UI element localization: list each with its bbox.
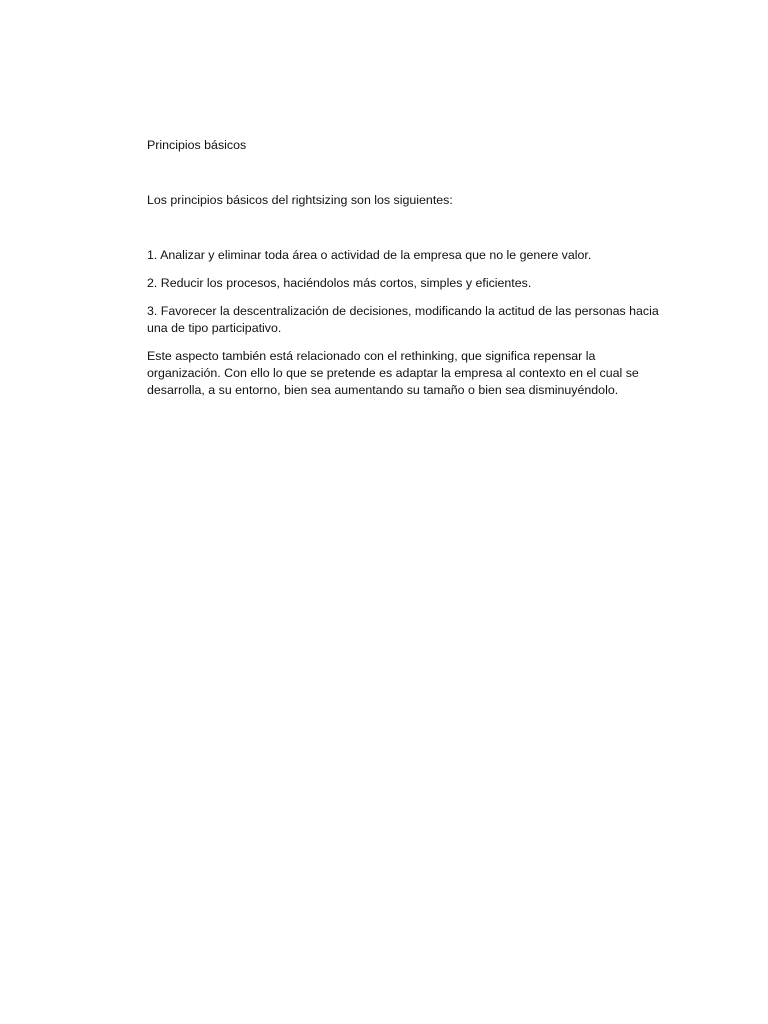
list-item-2: 2. Reducir los procesos, haciéndolos más cortos, simples y eficientes. <box>147 276 532 290</box>
section-heading: Principios básicos <box>147 138 247 152</box>
intro-text: Los principios básicos del rightsizing son los siguientes: <box>147 193 453 207</box>
list-item-3: 3. Favorecer la descentralización de decisiones, modificando la actitud de las personas hacia una de tipo participativo. <box>147 304 659 335</box>
document-body <box>147 137 667 399</box>
list-item-1: 1. Analizar y eliminar toda área o actividad de la empresa que no le genere valor. <box>147 248 592 262</box>
closing-paragraph: Este aspecto también está relacionado con el rethinking, que significa repensar la organización. Con ello lo que se pretende es adaptar la empresa al contexto en el cual se desarrolla, a su entorno, bien sea aumentando su tamaño o bien sea disminuyéndolo. <box>147 349 639 397</box>
